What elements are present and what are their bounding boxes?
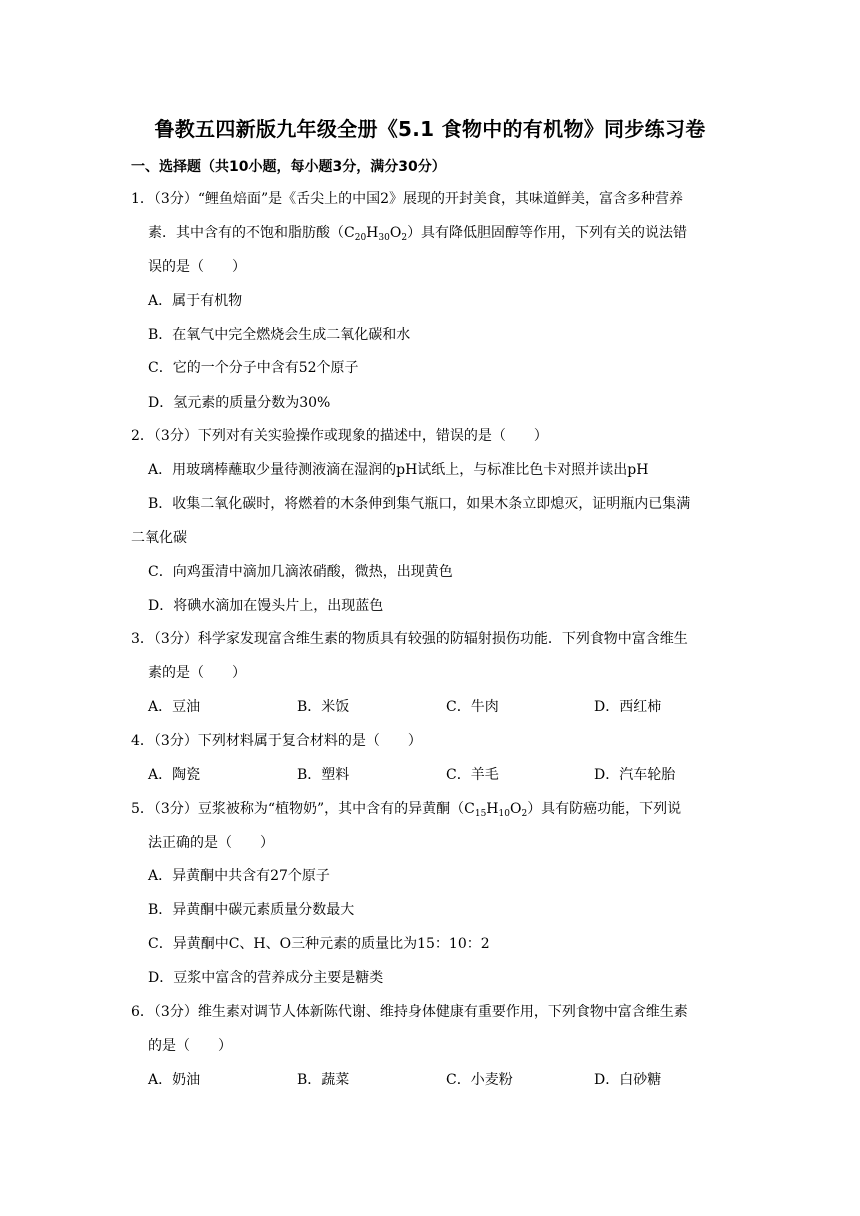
q6-option-a: A．奶油 (148, 1072, 201, 1088)
q2-option-a: A．用玻璃棒蘸取少量待测液滴在湿润的pH试纸上，与标准比色卡对照并读出pH (148, 462, 649, 478)
q5-option-c: C．异黄酮中C、H、O三种元素的质量比为15：10：2 (148, 936, 490, 952)
q1-option-c: C．它的一个分子中含有52个原子 (148, 360, 359, 376)
q3-stem-line1: 3．（3分）科学家发现富含维生素的物质具有较强的防辐射损伤功能．下列食物中富含维生 (131, 631, 688, 647)
q3-stem-line2: 素的是（ ） (148, 665, 246, 681)
q4-option-d: D．汽车轮胎 (594, 767, 676, 783)
q6-option-b: B．蔬菜 (297, 1072, 350, 1088)
q4-option-c: C．羊毛 (446, 767, 499, 783)
q4-stem-line1: 4．（3分）下列材料属于复合材料的是（ ） (131, 733, 422, 749)
q3-option-c: C．牛肉 (446, 699, 499, 715)
q6-stem-line1: 6．（3分）维生素对调节人体新陈代谢、维持身体健康有重要作用，下列食物中富含维生素 (131, 1004, 688, 1020)
q5-stem-line2: 法正确的是（ ） (148, 835, 274, 851)
q2-stem-line1: 2．（3分）下列对有关实验操作或现象的描述中，错误的是（ ） (131, 428, 548, 444)
section-heading: 一、选择题（共10小题，每小题3分，满分30分） (131, 159, 446, 175)
q2-option-d: D．将碘水滴加在馒头片上，出现蓝色 (148, 598, 384, 614)
q4-option-a: A．陶瓷 (148, 767, 201, 783)
q6-stem-line2: 的是（ ） (148, 1038, 232, 1054)
q5-option-a: A．异黄酮中共含有27个原子 (148, 868, 330, 884)
q1-option-b: B．在氧气中完全燃烧会生成二氧化碳和水 (148, 327, 411, 343)
q6-option-c: C．小麦粉 (446, 1072, 513, 1088)
q1-stem-line2: 素．其中含有的不饱和脂肪酸$(C_{20}H_{30}O_2)$具有降低胆固醇等作用，下列有关的说法错 (148, 225, 688, 243)
q1-option-d: D．氢元素的质量分数为30% (148, 395, 331, 411)
q3-option-d: D．西红柿 (594, 699, 662, 715)
q1-option-a: A．属于有机物 (148, 293, 243, 309)
q1-stem-line3: 误的是（ ） (148, 259, 246, 275)
q5-option-b: B．异黄酮中碳元素质量分数最大 (148, 902, 355, 918)
q6-option-d: D．白砂糖 (594, 1072, 662, 1088)
q3-option-b: B．米饭 (297, 699, 350, 715)
q3-option-a: A．豆油 (148, 699, 201, 715)
q5-stem-line1: 5．（3分）豆浆被称为“植物奶”，其中含有的异黄酮$(C_{15}H_{10}O_2)$具有防癌功能，下列说 (131, 801, 682, 819)
q5-option-d: D．豆浆中富含的营养成分主要是糖类 (148, 970, 384, 986)
q2-option-b-line2: 二氧化碳 (131, 530, 187, 546)
q2-option-b-line1: B．收集二氧化碳时，将燃着的木条伸到集气瓶口，如果木条立即熄灭，证明瓶内已集满 (148, 496, 691, 512)
q2-option-c: C．向鸡蛋清中滴加几滴浓硝酸，微热，出现黄色 (148, 564, 453, 580)
q4-option-b: B．塑料 (297, 767, 350, 783)
q1-stem-line1: 1．（3分）“鲤鱼焙面”是《舌尖上的中国2》展现的开封美食，其味道鲜美，富含多种营养 (131, 191, 684, 207)
page-title: 鲁教五四新版九年级全册《5.1 食物中的有机物》同步练习卷 (154, 117, 706, 141)
